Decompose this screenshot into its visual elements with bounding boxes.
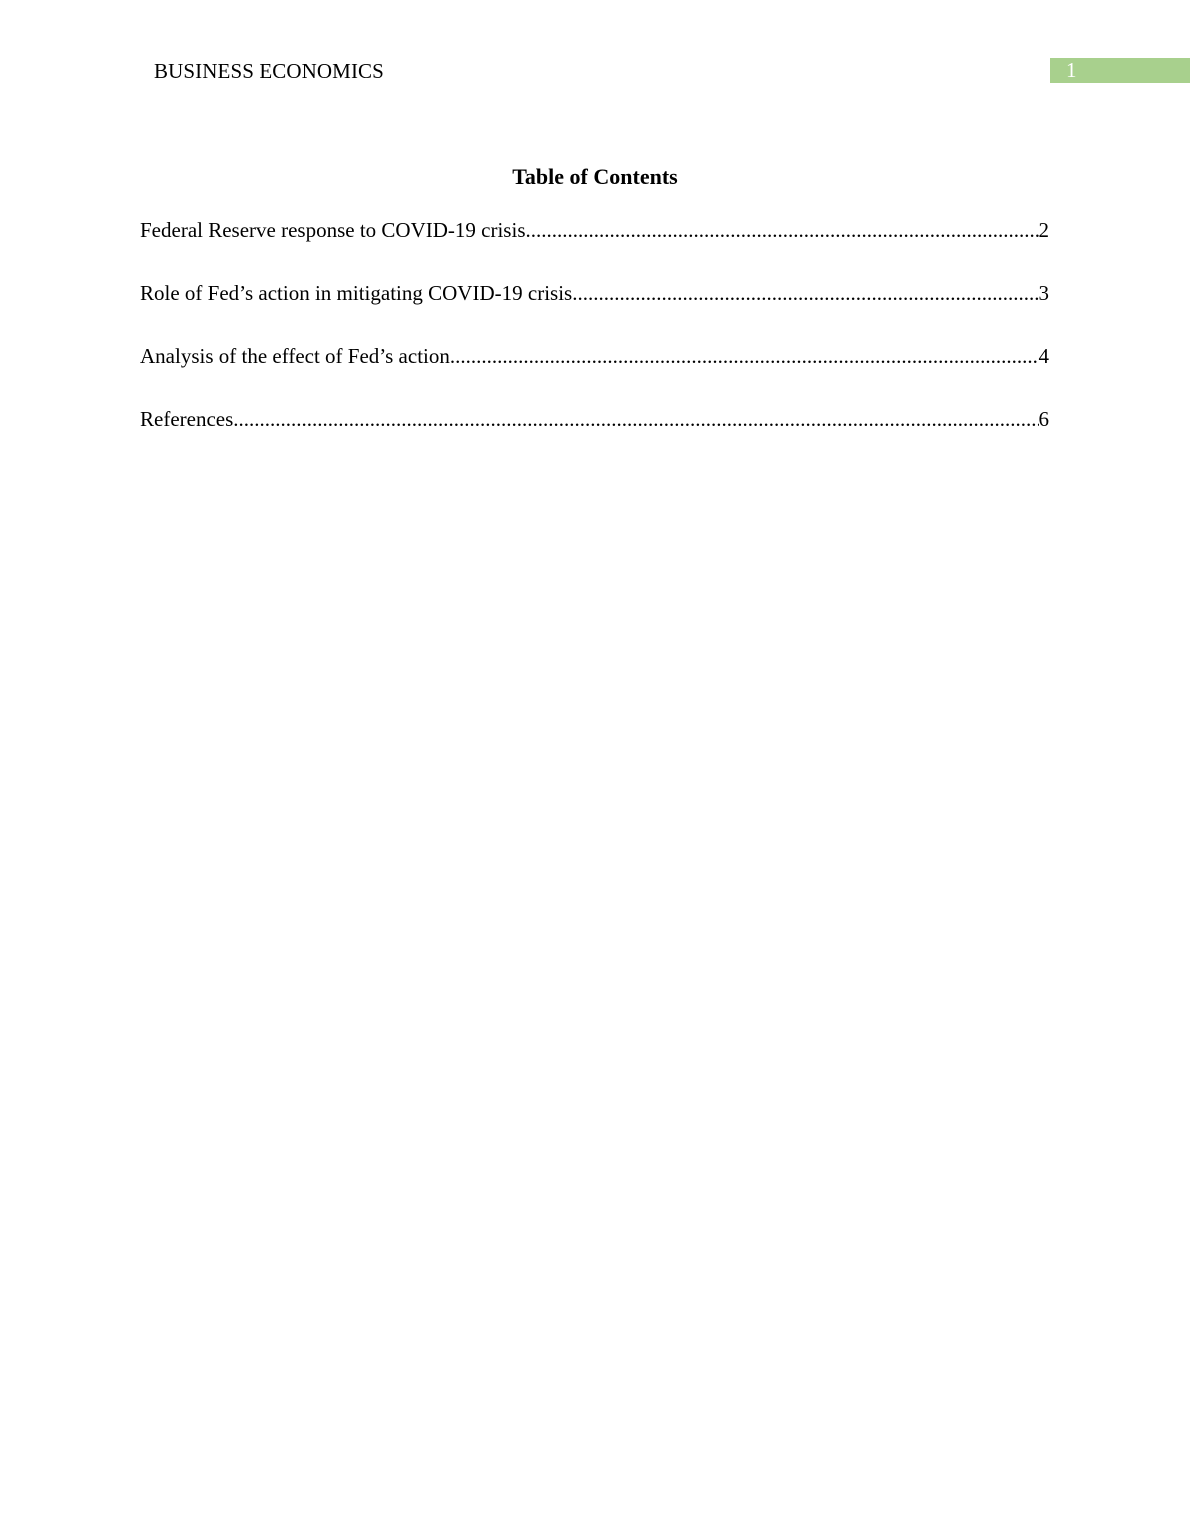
toc-dot-leader — [572, 279, 1038, 307]
page-number-badge — [1050, 58, 1190, 83]
toc-dot-leader — [450, 342, 1039, 370]
toc-entry[interactable] — [140, 216, 1049, 244]
toc-entry[interactable] — [140, 342, 1049, 370]
toc-list — [140, 216, 1049, 468]
toc-entry-title: Role of Fed’s action in mitigating COVID-19 crisis — [140, 281, 573, 305]
toc-dot-leader — [526, 216, 1039, 244]
toc-entry-title: Federal Reserve response to COVID-19 crisis — [140, 218, 526, 242]
toc-entry-title: References — [140, 407, 234, 431]
toc-entry-page: 2 — [1038, 218, 1049, 242]
page-number: 1 — [1066, 58, 1077, 82]
toc-entry-page: 3 — [1038, 281, 1049, 305]
toc-entry-page: 4 — [1038, 344, 1049, 368]
toc-dot-leader — [233, 405, 1038, 433]
toc-entry-page: 6 — [1038, 407, 1049, 431]
toc-entry[interactable] — [140, 279, 1049, 307]
toc-entry-title: Analysis of the effect of Fed’s action — [140, 344, 450, 368]
toc-heading: Table of Contents — [512, 164, 678, 189]
toc-entry[interactable] — [140, 405, 1049, 433]
running-header-title: BUSINESS ECONOMICS — [154, 59, 384, 83]
